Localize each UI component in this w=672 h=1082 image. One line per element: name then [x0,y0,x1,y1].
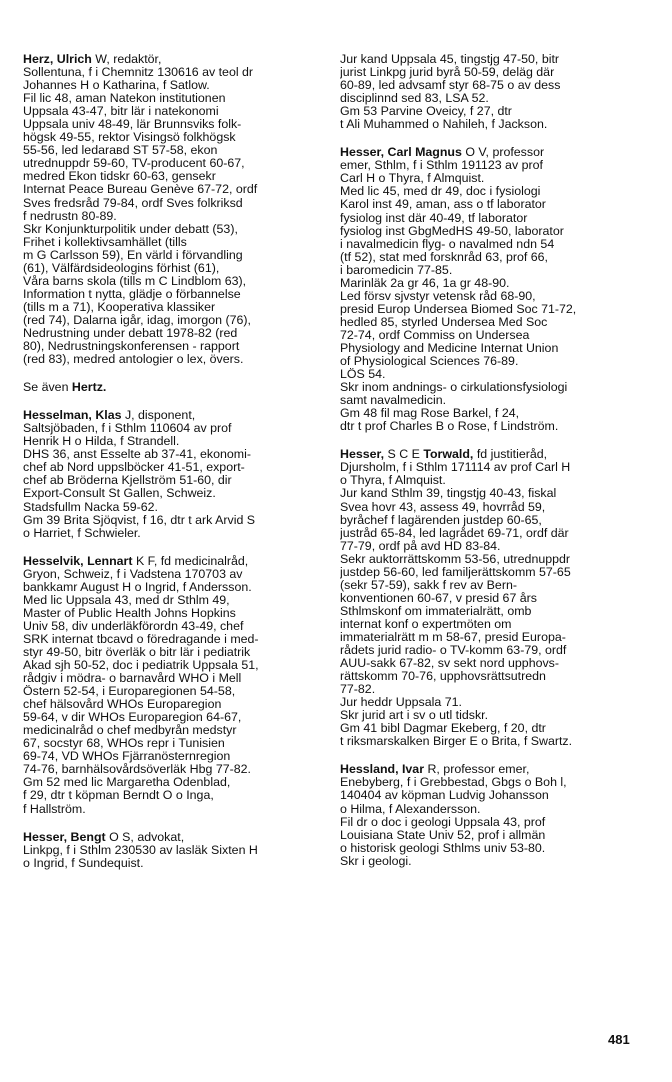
entry-name: Hesselman, Klas [23,409,122,423]
entry-given-name: Torwald, [423,448,474,462]
entry-hesser-carl-magnus: Hesser, Carl Magnus O V, professor emer, Sthlm, f i Sthlm 191123 av prof Carl H o Thyra, f Almquist. Med lic 45, med dr 49, doc i fysiologi Karol inst 49, aman, ass o tf laborator fysiolog inst där 40-49, tf laborator fysiolog inst GbgMedHS 49-50, laborator i navalmedicin flyg- o navalmed ndn 54 (tf 52), stat med forsknråd 63, prof 66, i baromedicin 77-85. Marinläk 2a gr 46, 1a gr 48-90. Led försv sjvstyr vetensk råd 68-90, presid Europ Undersea Biomed Soc 71-72, hedled 85, styrled Undersea Med Soc 72-74, ordf Commiss on Undersea Physiology and Medicine Internat Union of Physiological Sciences 76-89. LÖS 54. Skr inom andnings- o cirkulationsfysiologi samt navalmedicin. Gm 48 fil mag Rose Barkel, f 24, dtr t prof Charles B o Rose, f Lindström. [340,146,577,434]
right-column [340,53,646,883]
entry-hesselman-klas: Hesselman, Klas J, disponent, Saltsjöbaden, f i Sthlm 110604 av prof Henrik H o Hilda, f Strandell. DHS 36, anst Esselte ab 37-41, ekonomi- chef ab Nord uppslböcker 41-51, export- chef ab Bröderna Kjellström 51-60, dir Export-Consult St Gallen, Schweiz. Stadsfullm Nacka 59-62. Gm 39 Brita Sjöqvist, f 16, dtr t ark Arvid S o Harriet, f Schwieler. [23,409,256,540]
entry-name: Hesser, Bengt [23,830,106,844]
left-column [23,53,325,885]
page-number: 481 [608,1032,630,1047]
entry-hesser-bengt: Hesser, Bengt O S, advokat, Linkpg, f i Sthlm 230530 av lasläk Sixten H o Ingrid, f Sundequist. [23,830,258,870]
entry-hesser-bengt-continued: Jur kand Uppsala 45, tingstjg 47-50, bitr jurist Linkpg jurid byrå 50-59, deläg där 60-89, led advsamf styr 68-75 o av dess disciplinnd sed 83, LSA 52. Gm 53 Parvine Oveicy, f 27, dtr t Ali Muhammed o Nahileh, f Jackson. [340,53,561,132]
entry-name: Herz, Ulrich [23,53,92,66]
cross-reference: Se även Hertz. [23,381,107,395]
entry-name: Hesser, [340,448,385,462]
entry-name: Hesselvik, Lennart [23,554,133,568]
cross-reference-target: Hertz. [71,381,107,395]
entry-hesser-torwald: Hesser, S C E Torwald, fd justitieråd, Djursholm, f i Sthlm 171114 av prof Carl H o Thyra, f Almquist. Jur kand Sthlm 39, tingstjg 40-43, fiskal Svea hovr 43, assess 49, hovrråd 59, byråchef f lagärenden justdep 60-65, justråd 65-84, led lagrådet 69-71, ordf där 77-79, ordf på avd HD 83-84. Sekr auktorrättskomm 53-56, utrednuppdr justdep 56-60, led familjerättskomm 57-65 (sekr 57-59), sakk f rev av Bern- konventionen 60-67, v presid 67 års Sthlmskonf om immaterialrätt, omb internat konf o expertmöten om immaterialrätt m m 58-67, presid Europa- rådets jurid radio- o TV-komm 63-79, ordf AUU-sakk 67-82, sv sekt nord upphovs- rättskomm 70-76, upphovsrättsutredn 77-82. Jur heddr Uppsala 71. Skr jurid art i sv o utl tidskr. Gm 41 bibl Dagmar Ekeberg, f 20, dtr t riksmarskalken Birger E o Brita, f Swartz. [340,448,573,749]
entry-hessland-ivar: Hessland, Ivar R, professor emer, Enebyberg, f i Grebbestad, Gbgs o Boh l, 140404 av köpman Ludvig Johansson o Hilma, f Alexandersson. Fil dr o doc i geologi Uppsala 43, prof Louisiana State Univ 52, prof i allmän o historisk geologi Sthlms univ 53-80. Skr i geologi. [340,763,567,868]
entry-herz-ulrich: Herz, Ulrich W, redaktör, Sollentuna, f i Chemnitz 130616 av teol dr Johannes H o Katharina, f Satlow. Fil lic 48, aman Natekon institutionen Uppsala 43-47, bitr lär i natekonomi Uppsala univ 48-49, lär Brunnsviks folk- högsk 49-55, rektor Visingsö folkhögsk 55-56, led ledarавd ST 57-58, ekon utrednuppdr 59-60, TV-producent 60-67, medred Ekon tidskr 60-63, gensekr Internat Peace Bureau Genève 67-72, ordf Sves fredsråd 79-84, ordf Sves folkriksd f nedrustn 80-89. Skr Konjunkturpolitik under debatt (53), Frihet i kollektivsamhället (tills m G Carlsson 59), En värld i förvandling (61), Välfärdsideologins förhist (61), Våra barns skola (tills m C Lindblom 63), Information t nytta, glädje o förbannelse (tills m a 71), Kooperativa klassiker (red 74), Dalarna igår, idag, imorgon (76), Nedrustning under debatt 1978-82 (red 80), Nedrustningskonferensen - rapport (red 83), medred antologier o lex, övers. [23,53,258,367]
entry-hesselvik-lennart: Hesselvik, Lennart K F, fd medicinalråd, Gryon, Schweiz, f i Vadstena 170703 av bankkamr August H o Ingrid, f Andersson. Med lic Uppsala 43, med dr Sthlm 49, Master of Public Health Johns Hopkins Univ 58, div underläkförordn 43-49, chef SRK internat tbcavd o föredragande i med- styr 49-50, bitr överläk o bitr lär i pediatrik Akad sjh 50-52, doc i pediatrik Uppsala 51, rådgiv i mödra- o barnavård WHO i Mell Östern 52-54, i Europaregionen 54-58, chef hälsovård WHOs Europaregion 59-64, v dir WHOs Europaregion 64-67, medicinalråd o chef medbyrån medstyr 67, socstyr 68, WHOs repr i Tunisien 69-74, VD WHOs Fjärranösternregion 74-76, barnhälsovårdsöverläk Hbg 77-82. Gm 52 med lic Margaretha Odenblad, f 29, dtr t köpman Berndt O o Inga, f Hallström. [23,554,259,816]
entry-name: Hesser, Carl Magnus [340,146,462,160]
entry-name: Hessland, Ivar [340,763,425,777]
